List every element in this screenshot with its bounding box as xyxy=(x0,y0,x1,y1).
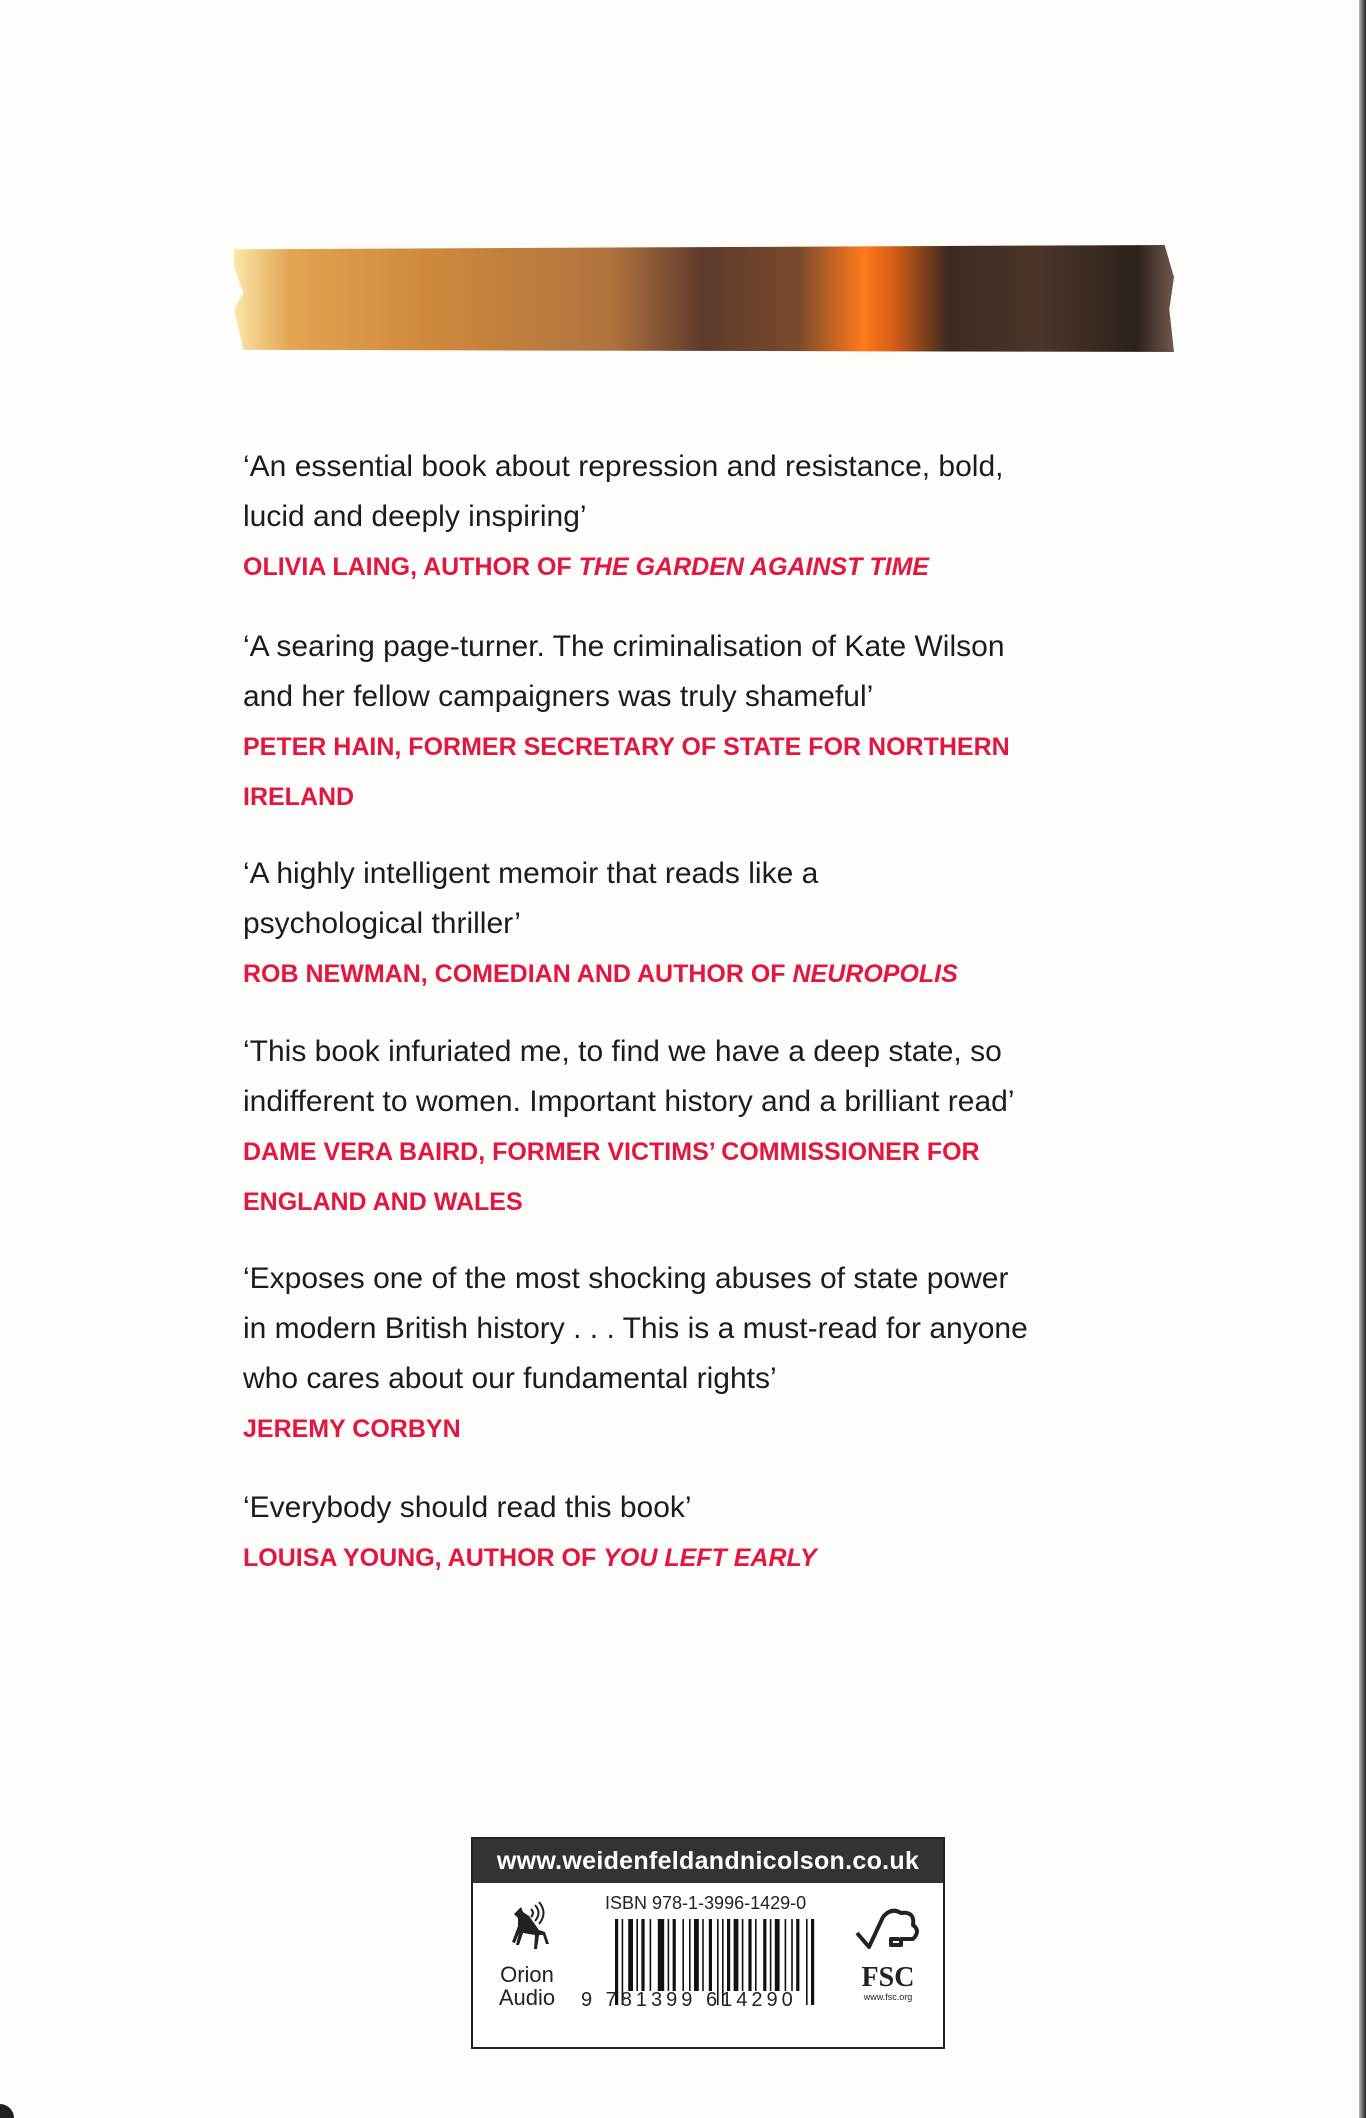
barcode-bar xyxy=(694,1919,699,1991)
isbn: ISBN 978-1-3996-1429-0 xyxy=(605,1893,807,1913)
barcode-bar xyxy=(727,1919,730,1991)
barcode-bar xyxy=(763,1919,766,1991)
fsc-logo xyxy=(843,1899,933,2002)
attribution-text: JEREMY CORBYN xyxy=(243,1415,461,1443)
page-corner xyxy=(0,2104,14,2118)
barcode-bar xyxy=(811,1919,814,2005)
attribution-text: DAME VERA BAIRD, FORMER VICTIMS’ COMMISSIONER FOR xyxy=(243,1138,980,1166)
attribution-text: ENGLAND AND WALES xyxy=(243,1188,523,1216)
review-attribution xyxy=(243,949,1193,999)
publisher-url[interactable]: www.weidenfeldandnicolson.co.uk xyxy=(473,1839,943,1883)
barcode-bar xyxy=(755,1919,757,1991)
attribution-title: YOU LEFT EARLY xyxy=(603,1544,817,1572)
attribution-title: NEUROPOLIS xyxy=(792,960,958,988)
review-quote-line: ‘A searing page-turner. The criminalisation of Kate Wilson xyxy=(243,630,1005,663)
orion-label: Orion xyxy=(500,1962,554,1987)
review-block xyxy=(243,1483,1193,1583)
review-quote-line: psychological thriller’ xyxy=(243,907,521,940)
barcode-bar xyxy=(673,1919,676,1991)
review-quote-line: indifferent to women. Important history and a brilliant read’ xyxy=(243,1085,1015,1118)
review-block xyxy=(243,442,1193,592)
barcode-bar xyxy=(796,1919,799,1991)
audio-label: Audio xyxy=(498,1985,556,2010)
barcode-bar xyxy=(770,1919,772,1991)
review-block xyxy=(243,849,1193,999)
review-quote-line: in modern British history . . . This is a must-read for anyone xyxy=(243,1312,1028,1345)
review-attribution xyxy=(243,722,1193,772)
attribution-text: OLIVIA LAING, AUTHOR OF xyxy=(243,553,579,581)
barcode-bar xyxy=(641,1919,644,1991)
attribution-text: PETER HAIN, FORMER SECRETARY OF STATE FOR NORTHERN xyxy=(243,733,1010,761)
attribution-text: LOUISA YOUNG, AUTHOR OF xyxy=(243,1544,604,1572)
barcode-bar xyxy=(658,1919,664,1991)
attribution-text: IRELAND xyxy=(243,783,355,811)
barcode-bar xyxy=(682,1919,684,1991)
barcode-bar xyxy=(702,1919,704,1991)
review-quote-line: ‘Exposes one of the most shocking abuses of state power xyxy=(243,1262,1009,1295)
orion-audio-logo xyxy=(487,1899,567,2009)
review-block xyxy=(243,1027,1193,1227)
dog-icon xyxy=(497,1899,557,1959)
cover-image-strip xyxy=(234,245,1174,352)
attribution-title: THE GARDEN AGAINST TIME xyxy=(578,553,930,581)
barcode-bar xyxy=(668,1919,670,1991)
review-attribution xyxy=(243,1404,1193,1454)
review-quote-line: who cares about our fundamental rights’ xyxy=(243,1362,777,1395)
fsc-url: www.fsc.org xyxy=(863,1992,913,2002)
barcode-bar xyxy=(734,1919,739,1991)
review-block xyxy=(243,1254,1193,1454)
review-quote-line: ‘An essential book about repression and resistance, bold, xyxy=(243,450,1004,483)
barcode-bar xyxy=(785,1919,787,1991)
review-block xyxy=(243,622,1193,822)
barcode-bar xyxy=(709,1919,712,1991)
barcode-bar xyxy=(806,1919,808,2005)
barcode-bar xyxy=(689,1919,691,1991)
review-attribution xyxy=(243,1533,1193,1583)
barcode-bar xyxy=(628,1919,633,1991)
barcode-bar xyxy=(775,1919,780,1991)
barcode-digits: 9 781399 614290 xyxy=(581,1989,797,2011)
review-attribution xyxy=(243,772,1193,822)
barcode-bar xyxy=(748,1919,751,1991)
review-attribution xyxy=(243,542,1193,592)
review-quote-line: lucid and deeply inspiring’ xyxy=(243,500,587,533)
attribution-text: ROB NEWMAN, COMEDIAN AND AUTHOR OF xyxy=(243,960,793,988)
review-quote-line: ‘Everybody should read this book’ xyxy=(243,1491,692,1524)
review-quote-line: ‘A highly intelligent memoir that reads like a xyxy=(243,857,819,890)
fsc-label: FSC xyxy=(861,1962,915,1993)
page-edge xyxy=(1359,0,1366,2118)
barcode-box xyxy=(471,1837,945,2049)
review-attribution xyxy=(243,1177,1193,1227)
fsc-tree-icon xyxy=(853,1899,923,1959)
barcode-bar xyxy=(791,1919,793,1991)
review-quote-line: ‘This book infuriated me, to find we have a deep state, so xyxy=(243,1035,1002,1068)
review-quote-line: and her fellow campaigners was truly shameful’ xyxy=(243,680,874,713)
barcode-bar xyxy=(650,1919,652,1991)
barcode-bar xyxy=(636,1919,638,1991)
review-attribution xyxy=(243,1127,1193,1177)
barcode-bar xyxy=(742,1919,744,1991)
